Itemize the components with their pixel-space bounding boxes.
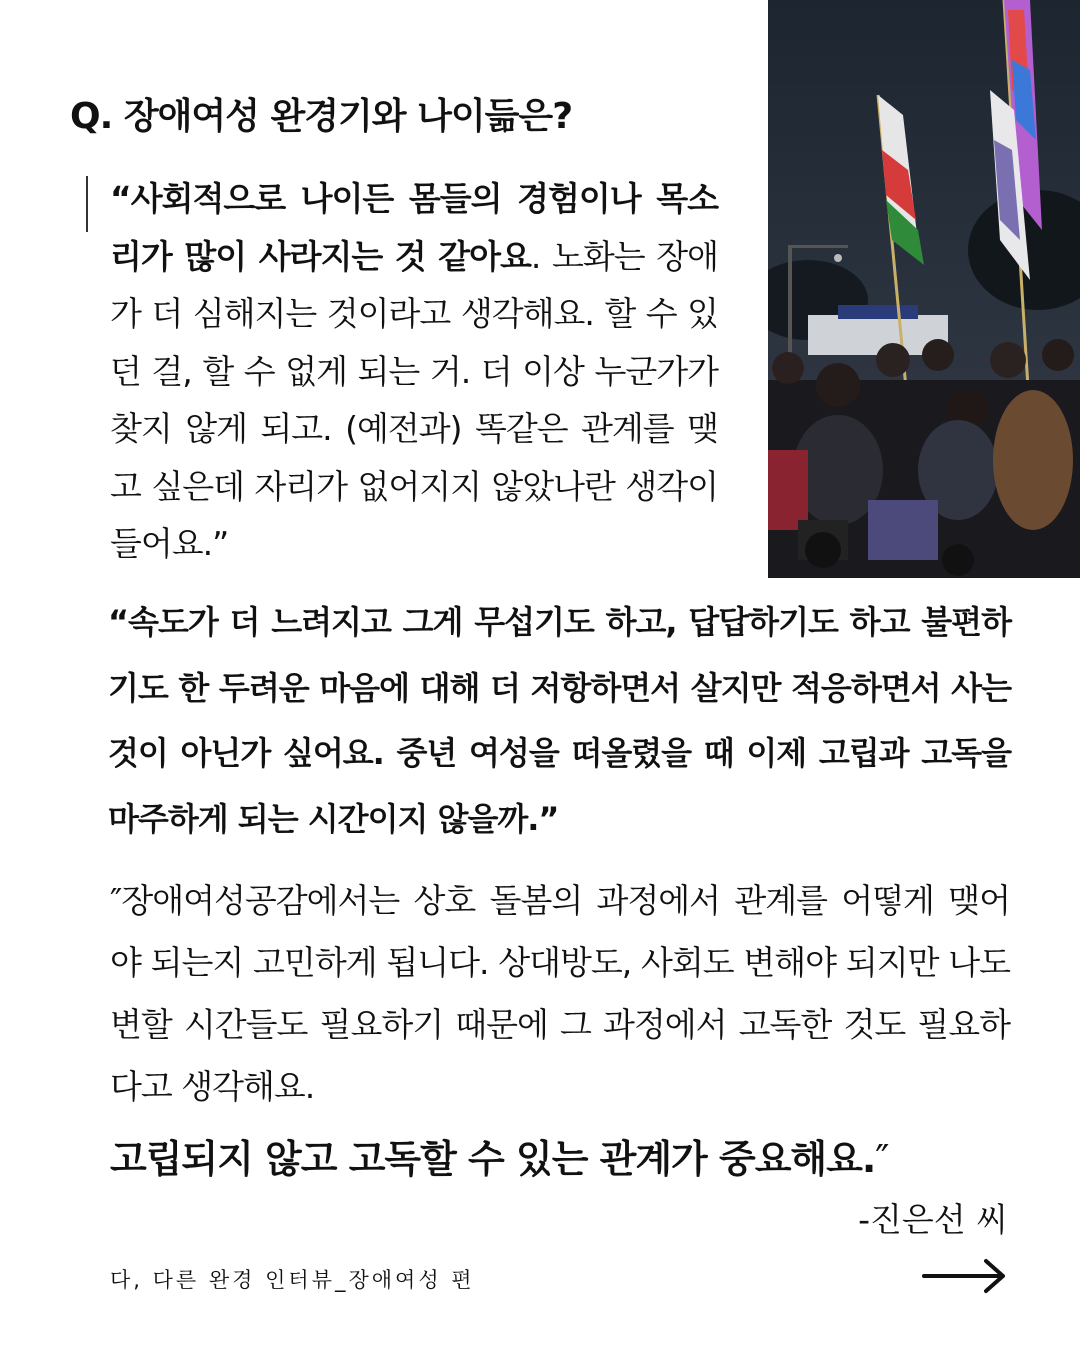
quote-first-bold: “사회적으로 나이든 몸들의 경험이나 목소리가 많이 사라지는 것 같아요 bbox=[110, 179, 718, 276]
speaker-attribution: -진은선 씨 bbox=[858, 1200, 1008, 1239]
question-heading: Q. 장애여성 완경기와 나이듦은? bbox=[70, 96, 573, 137]
quote-second: “속도가 더 느려지고 그게 무섭기도 하고, 답답하기도 하고 불편하기도 한 두려운 마음에 대해 더 저항하면서 살지만 적응하면서 사는 것이 아닌가 싶어요. 중년 여성을 떠올렸을 때 이제 고립과 고독을 마주하게 되는 시간이지 않을까.” bbox=[108, 603, 1011, 838]
quote-first-regular: . 노화는 장애가 더 심해지는 것이라고 생각해요. 할 수 있던 걸, 할 수 없게 되는 거. 더 이상 누군가가 찾지 않게 되고. (예전과) 똑같은 관계를 맺고 싶은데 자리가 없어지지 않았나란 생각이 들어요.” bbox=[110, 236, 718, 563]
quote-third: ″장애여성공감에서는 상호 돌봄의 과정에서 관계를 어떻게 맺어야 되는지 고민하게 됩니다. 상대방도, 사회도 변해야 되지만 나도 변할 시간들도 필요하기 때문에 그 과정에서 고독한 것도 필요하다고 생각해요. bbox=[110, 881, 1010, 1106]
series-footer: 다, 다른 완경 인터뷰_장애여성 편 bbox=[110, 1268, 475, 1292]
quote-first bbox=[110, 170, 718, 573]
quote-third-emphasis bbox=[110, 1128, 1010, 1183]
quote-third-close-mark: ″ bbox=[875, 1137, 889, 1181]
quote-marker-bar bbox=[86, 176, 88, 232]
rally-photo bbox=[768, 0, 1080, 578]
right-arrow-icon[interactable] bbox=[922, 1256, 1008, 1296]
quote-third-emphasis-text: 고립되지 않고 고독할 수 있는 관계가 중요해요. bbox=[110, 1137, 876, 1181]
